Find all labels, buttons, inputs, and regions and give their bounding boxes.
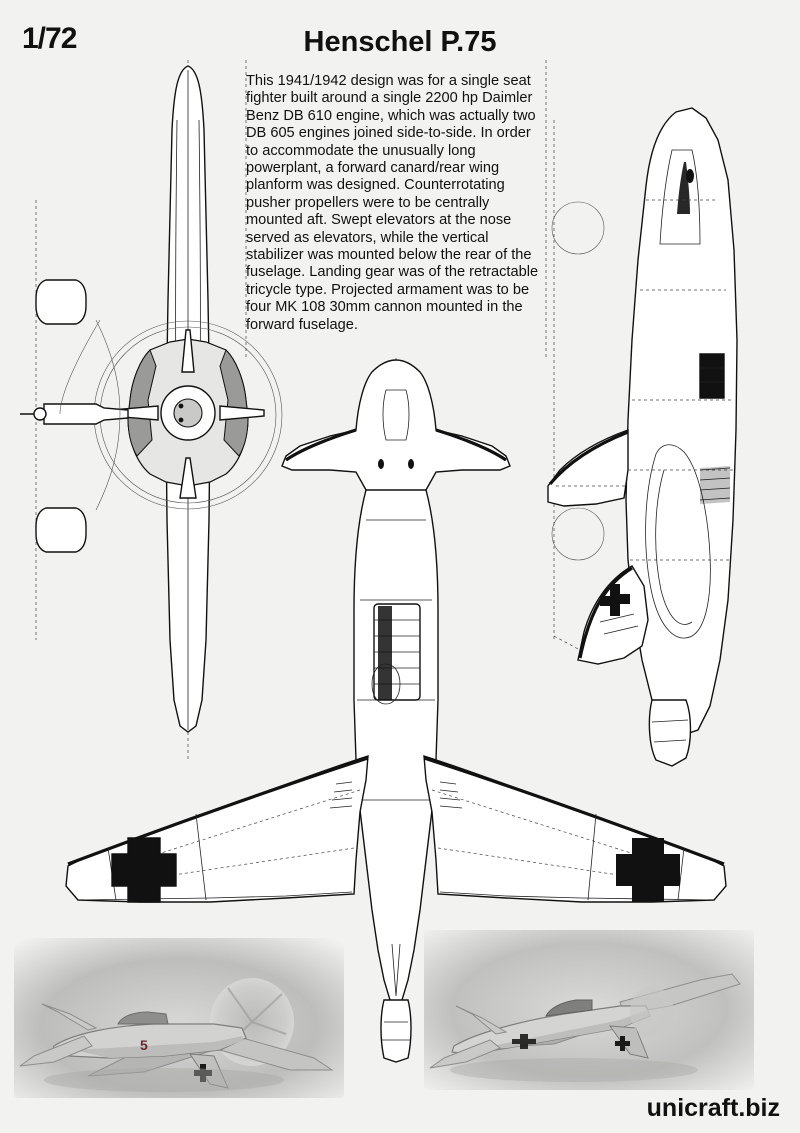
scale-label: 1/72	[22, 22, 77, 55]
model-photo-front-quarter	[14, 938, 344, 1098]
side-view	[548, 108, 737, 766]
model-photo-rear-quarter	[424, 930, 754, 1090]
front-view	[20, 60, 282, 760]
model-number: 5	[140, 1037, 148, 1053]
page-title: Henschel P.75	[303, 26, 497, 58]
description-text: This 1941/1942 design was for a single seat fighter built around a single 2200 hp Daimler Benz DB 610 engine, which was actually two DB 605 engines joined side-to-side. In order to accommodate the unusually long powerplant, a forward canard/rear wing planform was designed. Counterrotating pusher propellers were to be centrally mounted aft. Swept elevators at the nose served as elevators, while the vertical stabilizer was mounted below the rear of the fuselage. Landing gear was of the retractable tricycle type. Projected armament was to be four MK 108 30mm cannon mounted in the forward fuselage.	[246, 73, 539, 333]
brand-label: unicraft.biz	[646, 1094, 780, 1122]
